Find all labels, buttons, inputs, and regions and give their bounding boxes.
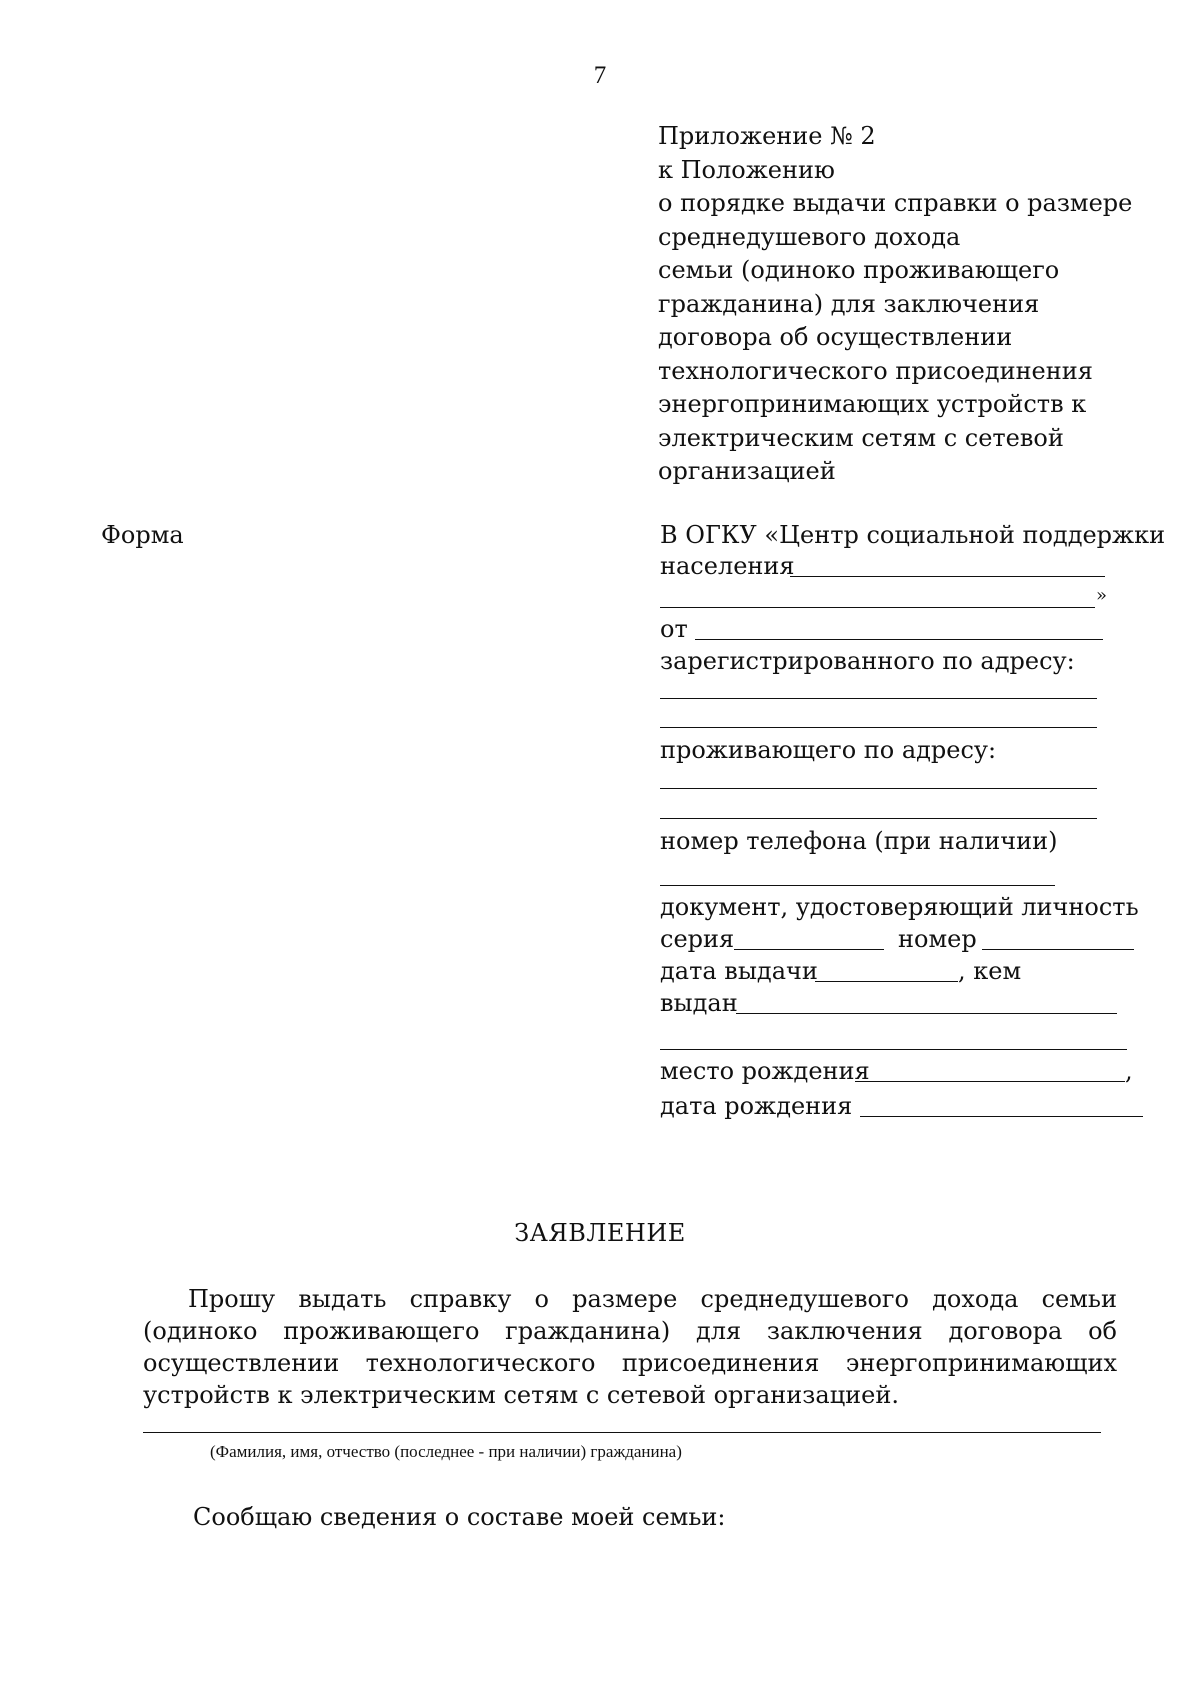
appendix-line: к Положению [658,155,835,184]
page-number: 7 [593,62,607,89]
request-paragraph: Прошу выдать справку о размере среднедушевого дохода семьи (одиноко проживающего гражданина) для заключения договора об осуществлении технологического присоединения энергопринимающих устройств к электрическим сетям с сетевой организацией. [143,1285,1117,1409]
number-label: номер [898,925,977,953]
registered-address-field-2[interactable] [660,727,1097,728]
living-address-field-1[interactable] [660,788,1097,789]
appendix-header [658,120,1178,489]
family-intro: Сообщаю сведения о составе моей семьи: [193,1503,726,1531]
living-address-field-2[interactable] [660,818,1097,819]
appendix-line: договора об осуществлении [658,323,1013,351]
issued-by-field[interactable] [736,1013,1117,1014]
center-name-field[interactable] [790,576,1105,577]
addressee-line2 [660,552,795,580]
appendix-line: гражданина) для заключения [658,289,1040,318]
fio-caption: (Фамилия, имя, отчество (последнее - при наличии) гражданина) [210,1442,682,1461]
appendix-line: Приложение № 2 [658,122,876,150]
birthdate-label: дата рождения [660,1092,853,1120]
center-name-field-2[interactable] [660,607,1095,608]
number-field[interactable] [982,949,1134,950]
phone-label: номер телефона (при наличии) [660,827,1058,855]
appendix-line: семьи (одиноко проживающего [658,256,1060,284]
appendix-line: о порядке выдачи справки о размере [658,189,1133,217]
issued-by-label: выдан [660,989,738,1017]
applicant-name-field[interactable] [695,639,1103,640]
from-label: от [660,615,688,643]
addressee-line2-text: населения [660,552,795,580]
series-field[interactable] [734,949,884,950]
issue-date-field[interactable] [815,981,958,982]
registered-address-field-1[interactable] [660,698,1097,699]
living-address-label: проживающего по адресу: [660,736,997,764]
appendix-line: организацией [658,457,836,485]
series-label: серия [660,925,735,953]
issue-date-label: дата выдачи [660,957,818,985]
appendix-line: технологического присоединения [658,356,1093,385]
birthplace-comma: , [1125,1057,1133,1085]
closing-quote: » [1096,585,1108,606]
appendix-line: электрическим сетям с сетевой [658,423,1064,452]
issued-by-field-2[interactable] [660,1049,1127,1050]
appendix-line: энергопринимающих устройств к [658,390,1087,418]
appendix-line: среднедушевого дохода [658,222,961,251]
addressee-line1: В ОГКУ «Центр социальной поддержки [660,521,1166,549]
birthplace-field[interactable] [855,1081,1125,1082]
issued-by-comma: , кем [958,957,1022,985]
applicant-fio-field[interactable] [143,1432,1101,1433]
birthplace-label: место рождения [660,1057,870,1085]
birthdate-field[interactable] [860,1116,1143,1117]
registered-address-label: зарегистрированного по адресу: [660,647,1075,675]
form-label: Форма [101,521,184,549]
id-document-label: документ, удостоверяющий личность [660,893,1139,921]
phone-field[interactable] [660,885,1055,886]
statement-title: ЗАЯВЛЕНИЕ [514,1219,686,1247]
